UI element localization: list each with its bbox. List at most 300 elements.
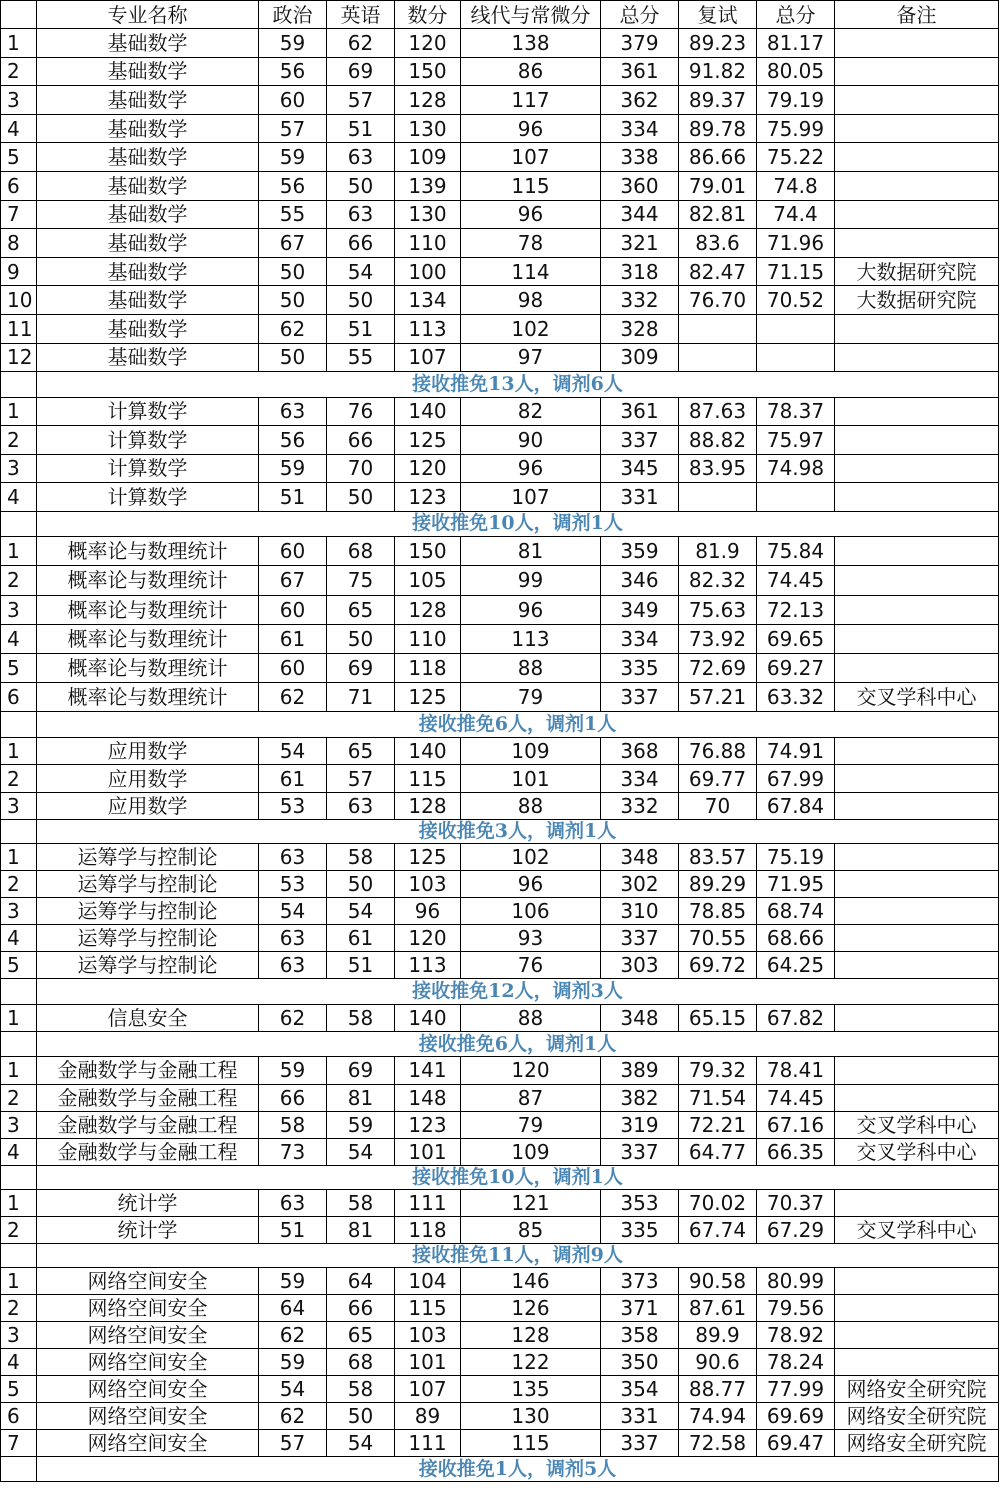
major-name: 基础数学: [37, 143, 259, 172]
table-row: [1, 229, 999, 258]
english-score: 54: [327, 897, 395, 924]
english-score: 62: [327, 29, 395, 58]
linear-ode-score: 96: [461, 454, 601, 483]
table-row: [1, 897, 999, 924]
row-index: 4: [1, 114, 37, 143]
header-total: 总分: [601, 1, 679, 29]
note: 网络安全研究院: [835, 1430, 999, 1457]
linear-ode-score: 106: [461, 897, 601, 924]
summary-spacer: [1, 511, 37, 537]
analysis-score: 103: [395, 870, 461, 897]
total-score: 302: [601, 870, 679, 897]
politics-score: 53: [259, 870, 327, 897]
politics-score: 59: [259, 1349, 327, 1376]
major-name: 统计学: [37, 1190, 259, 1217]
politics-score: 59: [259, 1268, 327, 1295]
summary-spacer: [1, 712, 37, 738]
final-score: 74.91: [757, 737, 835, 765]
final-score: 63.32: [757, 683, 835, 712]
major-name: 统计学: [37, 1217, 259, 1244]
note: [835, 1084, 999, 1111]
table-row: [1, 114, 999, 143]
linear-ode-score: 81: [461, 537, 601, 566]
total-score: 349: [601, 595, 679, 624]
english-score: 55: [327, 343, 395, 372]
major-name: 运筹学与控制论: [37, 951, 259, 978]
major-name: 概率论与数理统计: [37, 624, 259, 653]
note: [835, 1004, 999, 1032]
note: [835, 1268, 999, 1295]
table-row: [1, 1376, 999, 1403]
total-score: 350: [601, 1349, 679, 1376]
major-name: 基础数学: [37, 286, 259, 315]
english-score: 63: [327, 143, 395, 172]
table-row: [1, 843, 999, 870]
header-note: 备注: [835, 1, 999, 29]
analysis-score: 118: [395, 1217, 461, 1244]
retest-score: 89.78: [679, 114, 757, 143]
major-name: 网络空间安全: [37, 1430, 259, 1457]
note: 大数据研究院: [835, 257, 999, 286]
total-score: 337: [601, 426, 679, 455]
retest-score: 70.02: [679, 1190, 757, 1217]
final-score: 71.15: [757, 257, 835, 286]
english-score: 81: [327, 1084, 395, 1111]
note: [835, 314, 999, 343]
retest-score: 89.9: [679, 1322, 757, 1349]
politics-score: 60: [259, 86, 327, 115]
politics-score: 56: [259, 426, 327, 455]
table-row: [1, 1111, 999, 1138]
total-score: 309: [601, 343, 679, 372]
table-row: [1, 397, 999, 426]
group-summary-row: [1, 820, 999, 844]
row-index: 2: [1, 426, 37, 455]
analysis-score: 140: [395, 397, 461, 426]
linear-ode-score: 96: [461, 114, 601, 143]
total-score: 337: [601, 1139, 679, 1166]
retest-score: 71.54: [679, 1084, 757, 1111]
note: [835, 1349, 999, 1376]
retest-score: [679, 483, 757, 512]
analysis-score: 128: [395, 595, 461, 624]
total-score: 348: [601, 1004, 679, 1032]
table-row: [1, 1295, 999, 1322]
major-name: 网络空间安全: [37, 1322, 259, 1349]
analysis-score: 100: [395, 257, 461, 286]
analysis-score: 141: [395, 1057, 461, 1084]
analysis-score: 125: [395, 843, 461, 870]
linear-ode-score: 122: [461, 1349, 601, 1376]
analysis-score: 130: [395, 200, 461, 229]
total-score: 318: [601, 257, 679, 286]
major-name: 基础数学: [37, 86, 259, 115]
analysis-score: 111: [395, 1430, 461, 1457]
note: [835, 1057, 999, 1084]
final-score: 78.37: [757, 397, 835, 426]
total-score: 334: [601, 114, 679, 143]
table-row: [1, 624, 999, 653]
major-name: 应用数学: [37, 765, 259, 793]
analysis-score: 105: [395, 566, 461, 595]
retest-score: [679, 314, 757, 343]
english-score: 65: [327, 737, 395, 765]
row-index: 4: [1, 924, 37, 951]
politics-score: 62: [259, 1004, 327, 1032]
final-score: 75.84: [757, 537, 835, 566]
retest-score: 73.92: [679, 624, 757, 653]
summary-spacer: [1, 978, 37, 1004]
table-row: [1, 737, 999, 765]
retest-score: 83.95: [679, 454, 757, 483]
table-row: [1, 200, 999, 229]
final-score: 75.97: [757, 426, 835, 455]
retest-score: 76.70: [679, 286, 757, 315]
final-score: 71.95: [757, 870, 835, 897]
linear-ode-score: 86: [461, 57, 601, 86]
total-score: 331: [601, 1403, 679, 1430]
english-score: 64: [327, 1268, 395, 1295]
analysis-score: 111: [395, 1190, 461, 1217]
total-score: 360: [601, 171, 679, 200]
total-score: 358: [601, 1322, 679, 1349]
analysis-score: 128: [395, 86, 461, 115]
retest-score: 72.69: [679, 653, 757, 682]
linear-ode-score: 79: [461, 683, 601, 712]
total-score: 337: [601, 683, 679, 712]
retest-score: 88.82: [679, 426, 757, 455]
final-score: 70.37: [757, 1190, 835, 1217]
note: [835, 951, 999, 978]
politics-score: 61: [259, 765, 327, 793]
note: 交叉学科中心: [835, 1217, 999, 1244]
politics-score: 59: [259, 454, 327, 483]
total-score: 335: [601, 653, 679, 682]
final-score: 74.45: [757, 566, 835, 595]
linear-ode-score: 126: [461, 1295, 601, 1322]
table-row: [1, 86, 999, 115]
retest-score: 87.63: [679, 397, 757, 426]
header-analysis: 数分: [395, 1, 461, 29]
group-summary: 接收推免10人，调剂1人: [37, 1166, 999, 1190]
row-index: 3: [1, 86, 37, 115]
header-row: [1, 1, 999, 29]
final-score: 66.35: [757, 1139, 835, 1166]
header-index: [1, 1, 37, 29]
final-score: 79.19: [757, 86, 835, 115]
row-index: 10: [1, 286, 37, 315]
politics-score: 61: [259, 624, 327, 653]
linear-ode-score: 88: [461, 792, 601, 820]
major-name: 计算数学: [37, 483, 259, 512]
note: [835, 843, 999, 870]
total-score: 335: [601, 1217, 679, 1244]
major-name: 运筹学与控制论: [37, 924, 259, 951]
retest-score: 67.74: [679, 1217, 757, 1244]
english-score: 51: [327, 114, 395, 143]
row-index: 3: [1, 1111, 37, 1138]
major-name: 概率论与数理统计: [37, 683, 259, 712]
header-major: 专业名称: [37, 1, 259, 29]
linear-ode-score: 78: [461, 229, 601, 258]
linear-ode-score: 85: [461, 1217, 601, 1244]
linear-ode-score: 88: [461, 653, 601, 682]
table-body: [1, 29, 999, 1482]
analysis-score: 107: [395, 343, 461, 372]
table-row: [1, 257, 999, 286]
english-score: 51: [327, 951, 395, 978]
analysis-score: 148: [395, 1084, 461, 1111]
total-score: 371: [601, 1295, 679, 1322]
group-summary: 接收推免1人，调剂5人: [37, 1457, 999, 1482]
row-index: 4: [1, 1139, 37, 1166]
total-score: 310: [601, 897, 679, 924]
major-name: 运筹学与控制论: [37, 843, 259, 870]
note: [835, 792, 999, 820]
english-score: 54: [327, 1430, 395, 1457]
table-row: [1, 792, 999, 820]
major-name: 基础数学: [37, 171, 259, 200]
table-row: [1, 566, 999, 595]
final-score: 75.22: [757, 143, 835, 172]
politics-score: 62: [259, 1403, 327, 1430]
analysis-score: 96: [395, 897, 461, 924]
group-summary: 接收推免11人，调剂9人: [37, 1244, 999, 1268]
final-score: 74.45: [757, 1084, 835, 1111]
major-name: 基础数学: [37, 200, 259, 229]
english-score: 66: [327, 1295, 395, 1322]
group-summary: 接收推免13人，调剂6人: [37, 372, 999, 398]
total-score: 361: [601, 397, 679, 426]
table-row: [1, 1403, 999, 1430]
row-index: 5: [1, 143, 37, 172]
linear-ode-score: 115: [461, 1430, 601, 1457]
row-index: 1: [1, 1004, 37, 1032]
total-score: 328: [601, 314, 679, 343]
linear-ode-score: 79: [461, 1111, 601, 1138]
row-index: 12: [1, 343, 37, 372]
note: [835, 229, 999, 258]
final-score: 71.96: [757, 229, 835, 258]
final-score: 67.16: [757, 1111, 835, 1138]
analysis-score: 130: [395, 114, 461, 143]
analysis-score: 115: [395, 1295, 461, 1322]
politics-score: 59: [259, 29, 327, 58]
table-row: [1, 454, 999, 483]
english-score: 57: [327, 765, 395, 793]
header-final-total: 总分: [757, 1, 835, 29]
english-score: 69: [327, 653, 395, 682]
note: [835, 114, 999, 143]
english-score: 65: [327, 595, 395, 624]
politics-score: 66: [259, 1084, 327, 1111]
final-score: 80.99: [757, 1268, 835, 1295]
retest-score: 81.9: [679, 537, 757, 566]
linear-ode-score: 130: [461, 1403, 601, 1430]
major-name: 网络空间安全: [37, 1349, 259, 1376]
politics-score: 53: [259, 792, 327, 820]
english-score: 50: [327, 171, 395, 200]
total-score: 348: [601, 843, 679, 870]
note: [835, 537, 999, 566]
major-name: 基础数学: [37, 257, 259, 286]
retest-score: 83.6: [679, 229, 757, 258]
politics-score: 56: [259, 171, 327, 200]
english-score: 71: [327, 683, 395, 712]
total-score: 373: [601, 1268, 679, 1295]
final-score: 74.98: [757, 454, 835, 483]
note: [835, 483, 999, 512]
row-index: 1: [1, 843, 37, 870]
analysis-score: 128: [395, 792, 461, 820]
retest-score: 88.77: [679, 1376, 757, 1403]
row-index: 3: [1, 792, 37, 820]
english-score: 63: [327, 200, 395, 229]
row-index: 1: [1, 397, 37, 426]
row-index: 4: [1, 624, 37, 653]
final-score: 64.25: [757, 951, 835, 978]
group-summary-row: [1, 712, 999, 738]
total-score: 382: [601, 1084, 679, 1111]
politics-score: 62: [259, 314, 327, 343]
politics-score: 63: [259, 924, 327, 951]
row-index: 2: [1, 1084, 37, 1111]
table-row: [1, 483, 999, 512]
linear-ode-score: 96: [461, 595, 601, 624]
group-summary-row: [1, 372, 999, 398]
final-score: 81.17: [757, 29, 835, 58]
summary-spacer: [1, 820, 37, 844]
table-row: [1, 924, 999, 951]
final-score: 69.47: [757, 1430, 835, 1457]
total-score: 344: [601, 200, 679, 229]
total-score: 338: [601, 143, 679, 172]
major-name: 信息安全: [37, 1004, 259, 1032]
total-score: 303: [601, 951, 679, 978]
english-score: 69: [327, 1057, 395, 1084]
linear-ode-score: 102: [461, 314, 601, 343]
retest-score: 72.21: [679, 1111, 757, 1138]
retest-score: [679, 343, 757, 372]
politics-score: 62: [259, 1322, 327, 1349]
analysis-score: 89: [395, 1403, 461, 1430]
note: 网络安全研究院: [835, 1403, 999, 1430]
linear-ode-score: 120: [461, 1057, 601, 1084]
final-score: 70.52: [757, 286, 835, 315]
english-score: 81: [327, 1217, 395, 1244]
note: [835, 143, 999, 172]
total-score: 353: [601, 1190, 679, 1217]
total-score: 354: [601, 1376, 679, 1403]
total-score: 334: [601, 765, 679, 793]
row-index: 5: [1, 951, 37, 978]
english-score: 51: [327, 314, 395, 343]
retest-score: 90.58: [679, 1268, 757, 1295]
analysis-score: 120: [395, 454, 461, 483]
politics-score: 73: [259, 1139, 327, 1166]
english-score: 50: [327, 1403, 395, 1430]
row-index: 2: [1, 765, 37, 793]
table-row: [1, 1190, 999, 1217]
note: [835, 737, 999, 765]
politics-score: 64: [259, 1295, 327, 1322]
analysis-score: 139: [395, 171, 461, 200]
note: 大数据研究院: [835, 286, 999, 315]
group-summary-row: [1, 978, 999, 1004]
total-score: 337: [601, 924, 679, 951]
retest-score: 90.6: [679, 1349, 757, 1376]
row-index: 3: [1, 1322, 37, 1349]
group-summary-row: [1, 1032, 999, 1057]
table-row: [1, 1349, 999, 1376]
linear-ode-score: 107: [461, 143, 601, 172]
group-summary-row: [1, 1166, 999, 1190]
row-index: 4: [1, 483, 37, 512]
retest-score: 70.55: [679, 924, 757, 951]
note: [835, 653, 999, 682]
english-score: 59: [327, 1111, 395, 1138]
total-score: 331: [601, 483, 679, 512]
retest-score: 57.21: [679, 683, 757, 712]
english-score: 63: [327, 792, 395, 820]
row-index: 2: [1, 1295, 37, 1322]
analysis-score: 115: [395, 765, 461, 793]
english-score: 58: [327, 1004, 395, 1032]
retest-score: 82.81: [679, 200, 757, 229]
analysis-score: 123: [395, 1111, 461, 1138]
group-summary: 接收推免3人，调剂1人: [37, 820, 999, 844]
politics-score: 57: [259, 114, 327, 143]
major-name: 概率论与数理统计: [37, 566, 259, 595]
politics-score: 63: [259, 1190, 327, 1217]
retest-score: 87.61: [679, 1295, 757, 1322]
final-score: 74.4: [757, 200, 835, 229]
major-name: 计算数学: [37, 454, 259, 483]
politics-score: 60: [259, 595, 327, 624]
table-row: [1, 595, 999, 624]
summary-spacer: [1, 1166, 37, 1190]
final-score: 67.84: [757, 792, 835, 820]
row-index: 7: [1, 1430, 37, 1457]
retest-score: 89.29: [679, 870, 757, 897]
row-index: 9: [1, 257, 37, 286]
politics-score: 63: [259, 843, 327, 870]
politics-score: 51: [259, 483, 327, 512]
retest-score: 74.94: [679, 1403, 757, 1430]
note: [835, 200, 999, 229]
politics-score: 50: [259, 257, 327, 286]
linear-ode-score: 109: [461, 1139, 601, 1166]
retest-score: 76.88: [679, 737, 757, 765]
total-score: 321: [601, 229, 679, 258]
english-score: 50: [327, 870, 395, 897]
row-index: 2: [1, 870, 37, 897]
header-linear-ode: 线代与常微分: [461, 1, 601, 29]
total-score: 319: [601, 1111, 679, 1138]
major-name: 运筹学与控制论: [37, 870, 259, 897]
final-score: 72.13: [757, 595, 835, 624]
linear-ode-score: 76: [461, 951, 601, 978]
analysis-score: 113: [395, 951, 461, 978]
table-row: [1, 1322, 999, 1349]
politics-score: 60: [259, 653, 327, 682]
politics-score: 54: [259, 897, 327, 924]
politics-score: 67: [259, 566, 327, 595]
retest-score: 69.77: [679, 765, 757, 793]
analysis-score: 110: [395, 624, 461, 653]
total-score: 332: [601, 286, 679, 315]
row-index: 1: [1, 737, 37, 765]
